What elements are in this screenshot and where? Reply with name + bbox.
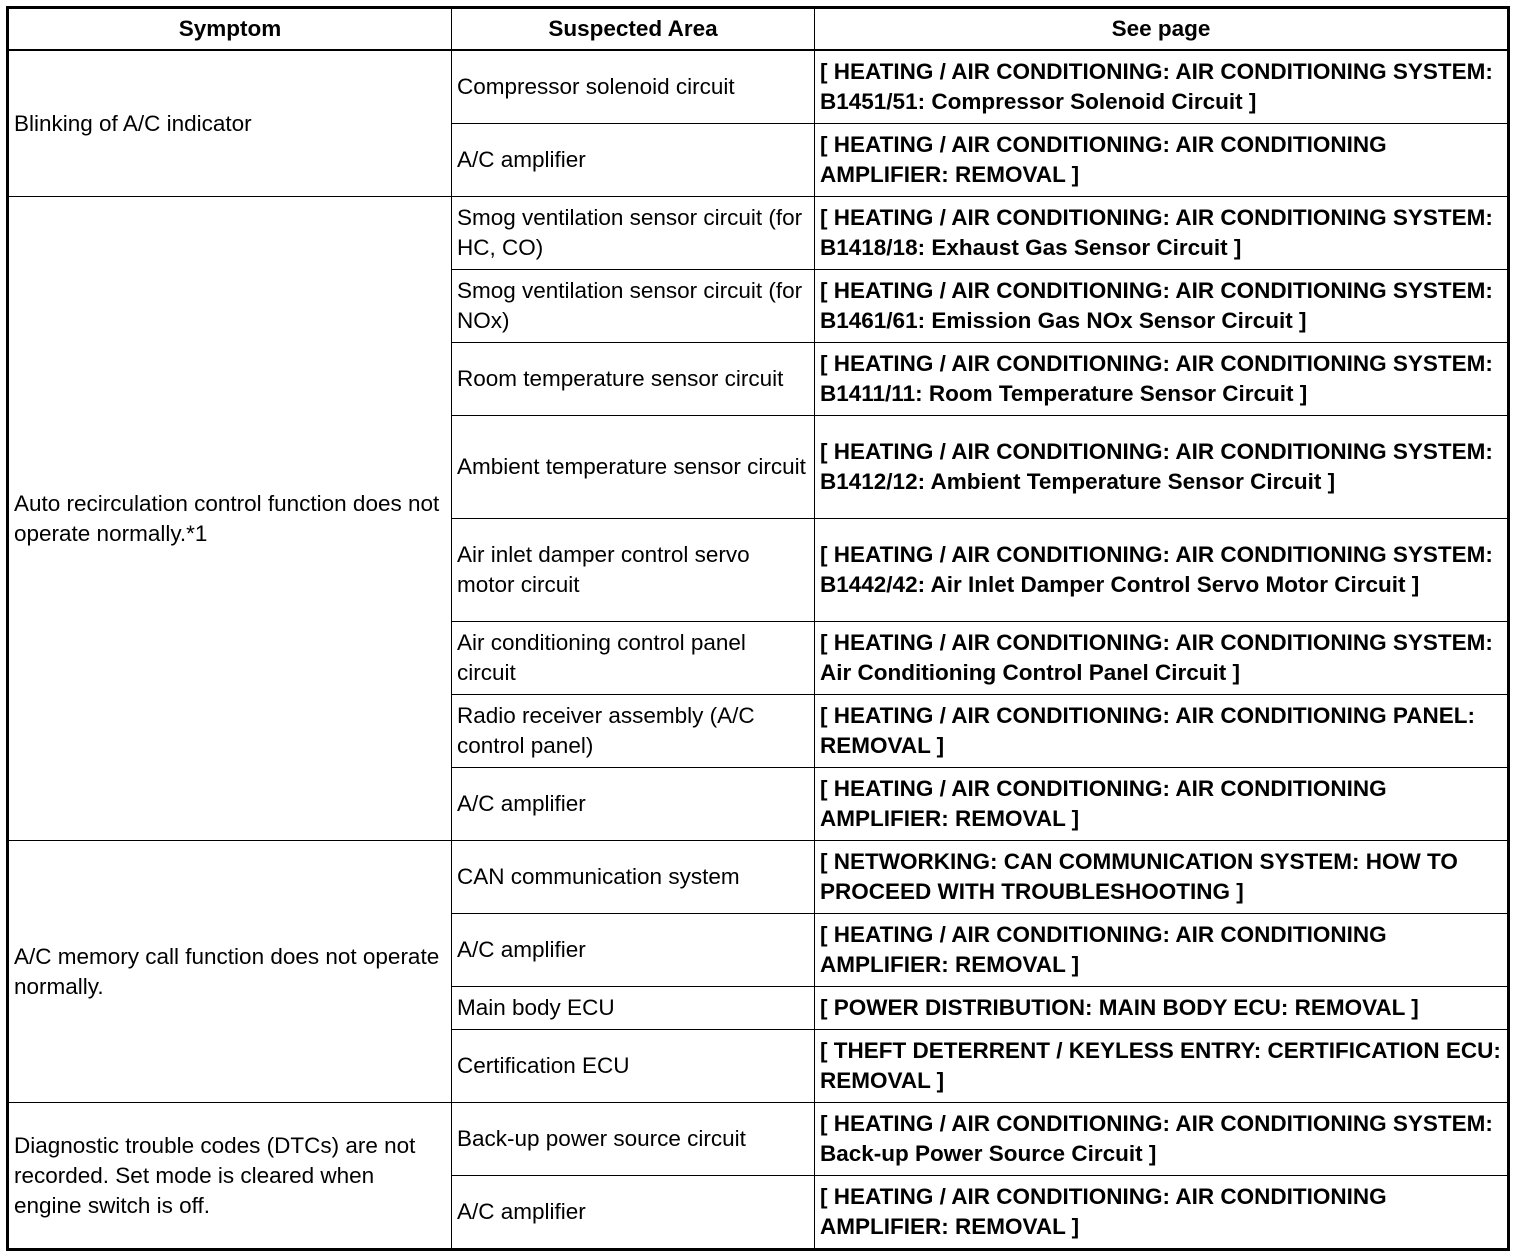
- symptom-cell: Blinking of A/C indicator: [8, 50, 452, 197]
- see-page-link[interactable]: [ HEATING / AIR CONDITIONING: AIR CONDITIONING SYSTEM: B1451/51: Compressor Solenoid Circuit ]: [815, 50, 1509, 124]
- see-page-link[interactable]: [ HEATING / AIR CONDITIONING: AIR CONDITIONING SYSTEM: B1442/42: Air Inlet Damper Control Servo Motor Circuit ]: [815, 519, 1509, 622]
- problem-symptoms-table-wrapper: [6, 6, 1507, 1251]
- symptom-cell: Auto recirculation control function does not operate normally.*1: [8, 197, 452, 841]
- header-suspected-area: Suspected Area: [452, 8, 815, 51]
- see-page-link[interactable]: [ POWER DISTRIBUTION: MAIN BODY ECU: REMOVAL ]: [815, 987, 1509, 1030]
- suspected-area-cell: Certification ECU: [452, 1030, 815, 1103]
- header-see-page: See page: [815, 8, 1509, 51]
- table-row: [8, 50, 1509, 124]
- suspected-area-cell: Compressor solenoid circuit: [452, 50, 815, 124]
- header-symptom: Symptom: [8, 8, 452, 51]
- suspected-area-cell: A/C amplifier: [452, 124, 815, 197]
- see-page-link[interactable]: [ HEATING / AIR CONDITIONING: AIR CONDITIONING SYSTEM: B1418/18: Exhaust Gas Sensor Circuit ]: [815, 197, 1509, 270]
- see-page-link[interactable]: [ THEFT DETERRENT / KEYLESS ENTRY: CERTIFICATION ECU: REMOVAL ]: [815, 1030, 1509, 1103]
- suspected-area-cell: Back-up power source circuit: [452, 1103, 815, 1176]
- suspected-area-cell: Air inlet damper control servo motor circuit: [452, 519, 815, 622]
- see-page-link[interactable]: [ HEATING / AIR CONDITIONING: AIR CONDITIONING SYSTEM: Back-up Power Source Circuit ]: [815, 1103, 1509, 1176]
- see-page-link[interactable]: [ HEATING / AIR CONDITIONING: AIR CONDITIONING AMPLIFIER: REMOVAL ]: [815, 1176, 1509, 1250]
- see-page-link[interactable]: [ HEATING / AIR CONDITIONING: AIR CONDITIONING AMPLIFIER: REMOVAL ]: [815, 124, 1509, 197]
- header-row: [8, 8, 1509, 51]
- table-row: [8, 841, 1509, 914]
- suspected-area-cell: Smog ventilation sensor circuit (for HC, CO): [452, 197, 815, 270]
- suspected-area-cell: A/C amplifier: [452, 768, 815, 841]
- table-row: [8, 197, 1509, 270]
- see-page-link[interactable]: [ HEATING / AIR CONDITIONING: AIR CONDITIONING SYSTEM: Air Conditioning Control Panel Circuit ]: [815, 622, 1509, 695]
- symptom-cell: A/C memory call function does not operate normally.: [8, 841, 452, 1103]
- see-page-link[interactable]: [ HEATING / AIR CONDITIONING: AIR CONDITIONING AMPLIFIER: REMOVAL ]: [815, 768, 1509, 841]
- see-page-link[interactable]: [ HEATING / AIR CONDITIONING: AIR CONDITIONING AMPLIFIER: REMOVAL ]: [815, 914, 1509, 987]
- see-page-link[interactable]: [ NETWORKING: CAN COMMUNICATION SYSTEM: HOW TO PROCEED WITH TROUBLESHOOTING ]: [815, 841, 1509, 914]
- problem-symptoms-table: [6, 6, 1510, 1251]
- suspected-area-cell: A/C amplifier: [452, 914, 815, 987]
- suspected-area-cell: Smog ventilation sensor circuit (for NOx): [452, 270, 815, 343]
- see-page-link[interactable]: [ HEATING / AIR CONDITIONING: AIR CONDITIONING SYSTEM: B1411/11: Room Temperature Sensor Circuit ]: [815, 343, 1509, 416]
- symptom-cell: Diagnostic trouble codes (DTCs) are not recorded. Set mode is cleared when engine switch is off.: [8, 1103, 452, 1250]
- suspected-area-cell: CAN communication system: [452, 841, 815, 914]
- suspected-area-cell: Room temperature sensor circuit: [452, 343, 815, 416]
- see-page-link[interactable]: [ HEATING / AIR CONDITIONING: AIR CONDITIONING SYSTEM: B1412/12: Ambient Temperature Sensor Circuit ]: [815, 416, 1509, 519]
- suspected-area-cell: Main body ECU: [452, 987, 815, 1030]
- suspected-area-cell: Air conditioning control panel circuit: [452, 622, 815, 695]
- see-page-link[interactable]: [ HEATING / AIR CONDITIONING: AIR CONDITIONING SYSTEM: B1461/61: Emission Gas NOx Sensor Circuit ]: [815, 270, 1509, 343]
- table-row: [8, 1103, 1509, 1176]
- suspected-area-cell: Ambient temperature sensor circuit: [452, 416, 815, 519]
- suspected-area-cell: Radio receiver assembly (A/C control panel): [452, 695, 815, 768]
- see-page-link[interactable]: [ HEATING / AIR CONDITIONING: AIR CONDITIONING PANEL: REMOVAL ]: [815, 695, 1509, 768]
- suspected-area-cell: A/C amplifier: [452, 1176, 815, 1250]
